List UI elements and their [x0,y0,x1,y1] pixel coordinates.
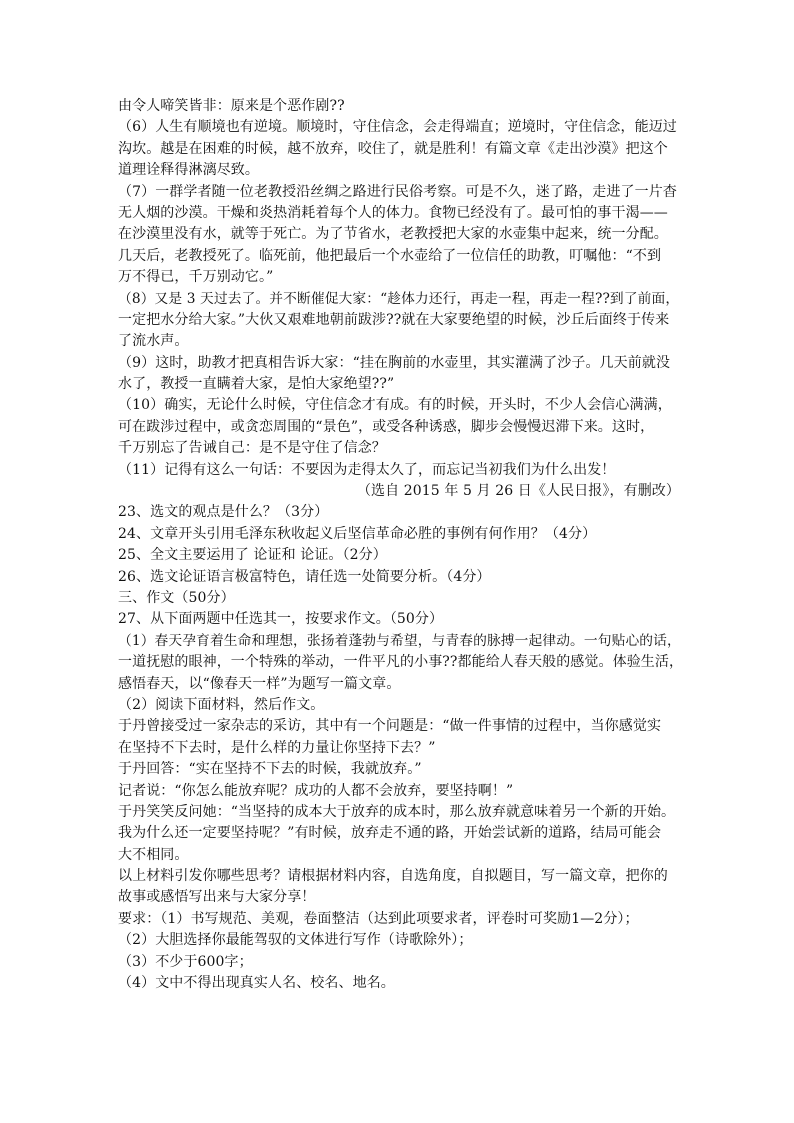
question-24: 24、文章开头引用毛泽东秋收起义后坚信革命必胜的事例有何作用？（4分） [118,525,597,542]
source-citation: （选自 2015 年 5 月 26 日《人民日报》，有删改） [356,483,680,500]
text-line: 万不得已，千万别动它。” [118,269,274,286]
text-line: 了流水声。 [118,333,189,350]
text-line: 千万别忘了告诫自己：是不是守住了信念？ [118,440,386,457]
requirement-4: （4）文中不得出现真实人名、校名、地名。 [118,975,395,992]
question-26: 26、选文论证语言极富特色，请任选一处简要分析。（4分） [118,568,491,585]
paragraph-8: （8）又是 3 天过去了。并不断催促大家：“趁体力还行，再走一程，再走一程??到了前面， [118,290,680,307]
paragraph-11: （11）记得有这么一句话：不要因为走得太久了，而忘记当初我们为什么出发！ [118,461,616,478]
text-line: 可在跋涉过程中，或贪恋周围的“景色”，或受各种诱惑，脚步会慢慢迟滞下来。这时， [118,418,655,435]
paragraph-10: （10）确实，无论什么时候，守住信念才有成。有的时候，开头时，不少人会信心满满， [118,397,672,414]
document-page [118,96,684,994]
text-line: 道理诠释得淋漓尽致。 [118,162,259,179]
requirement-3: （3）不少于600字； [118,953,253,970]
text-line: 无人烟的沙漠。干燥和炎热消耗着每个人的体力。食物已经没有了。最可怕的事干渴—— [118,204,668,221]
question-23: 23、选文的观点是什么？（3分） [118,504,329,521]
text-line: 一定把水分给大家。”大伙又艰难地朝前跋涉??就在大家要绝望的时候，沙丘后面终于传来 [118,311,670,328]
text-line: 记者说：“你怎么能放弃呢？成功的人都不会放弃，要坚持啊！” [118,782,514,799]
text-line: 大不相同。 [118,846,189,863]
text-line: 我为什么还一定要坚持呢？”有时候，放弃走不通的路，开始尝试新的道路，结局可能会 [118,825,662,842]
essay-option-2: （2）阅读下面材料，然后作文。 [118,696,325,713]
paragraph-9: （9）这时，助教才把真相告诉大家：“挂在胸前的水壶里，其实灌满了沙子。几天前就没 [118,354,671,371]
text-line: 故事或感悟写出来与大家分享！ [118,889,316,906]
text-line: 以上材料引发你哪些思考？请根据材料内容，自选角度，自拟题目，写一篇文章，把你的 [118,868,668,885]
text-line: 于丹回答：“实在坚持不下去的时候，我就放弃。” [118,761,422,778]
text-line: 感悟春天，以“像春天一样”为题写一篇文章。 [118,675,401,692]
text-line: 于丹曾接受过一家杂志的采访，其中有一个问题是：“做一件事情的过程中，当你感觉实 [118,718,662,735]
text-line: 一道抚慰的眼神，一个特殊的举动，一件平凡的小事??都能给人春天般的感觉。体验生活， [118,654,684,671]
question-25: 25、全文主要运用了 论证和 论证。（2分） [118,547,387,564]
text-line: 几天后，老教授死了。临死前，他把最后一个水壶给了一位信任的助教，叮嘱他：“不到 [118,247,662,264]
requirement-1: 要求：（1）书写规范、美观，卷面整洁（达到此项要求者，评卷时可奖励1—2分）； [118,910,639,927]
section-heading-composition: 三、作文（50分） [118,589,235,606]
text-line: 在沙漠里没有水，就等于死亡。为了节省水，老教授把大家的水壶集中起来，统一分配。 [118,226,668,243]
question-27: 27、从下面两题中任选其一，按要求作文。（50分） [118,611,444,628]
text-line: 在坚持不下去时，是什么样的力量让你坚持下去？” [118,739,436,756]
text-line: 水了，教授一直瞒着大家，是怕大家绝望??” [118,376,395,393]
text-line: 沟坎。越是在困难的时候，越不放弃，咬住了，就是胜利！有篇文章《走出沙漠》把这个 [118,140,668,157]
text-line: 由令人啼笑皆非：原来是个恶作剧?? [118,98,345,114]
essay-option-1: （1）春天孕育着生命和理想，张扬着蓬勃与希望，与青春的脉搏一起律动。一句贴心的话， [118,632,681,649]
requirement-2: （2）大胆选择你最能驾驭的文体进行写作（诗歌除外）； [118,932,473,949]
text-line: 于丹笑笑反问她：“当坚持的成本大于放弃的成本时，那么放弃就意味着另一个新的开始。 [118,803,676,820]
paragraph-7: （7）一群学者随一位老教授沿丝绸之路进行民俗考察。可是不久，迷了路，走进了一片杳 [118,183,677,200]
paragraph-6: （6）人生有顺境也有逆境。顺境时，守住信念，会走得端直；逆境时，守住信念，能迈过 [118,119,677,136]
